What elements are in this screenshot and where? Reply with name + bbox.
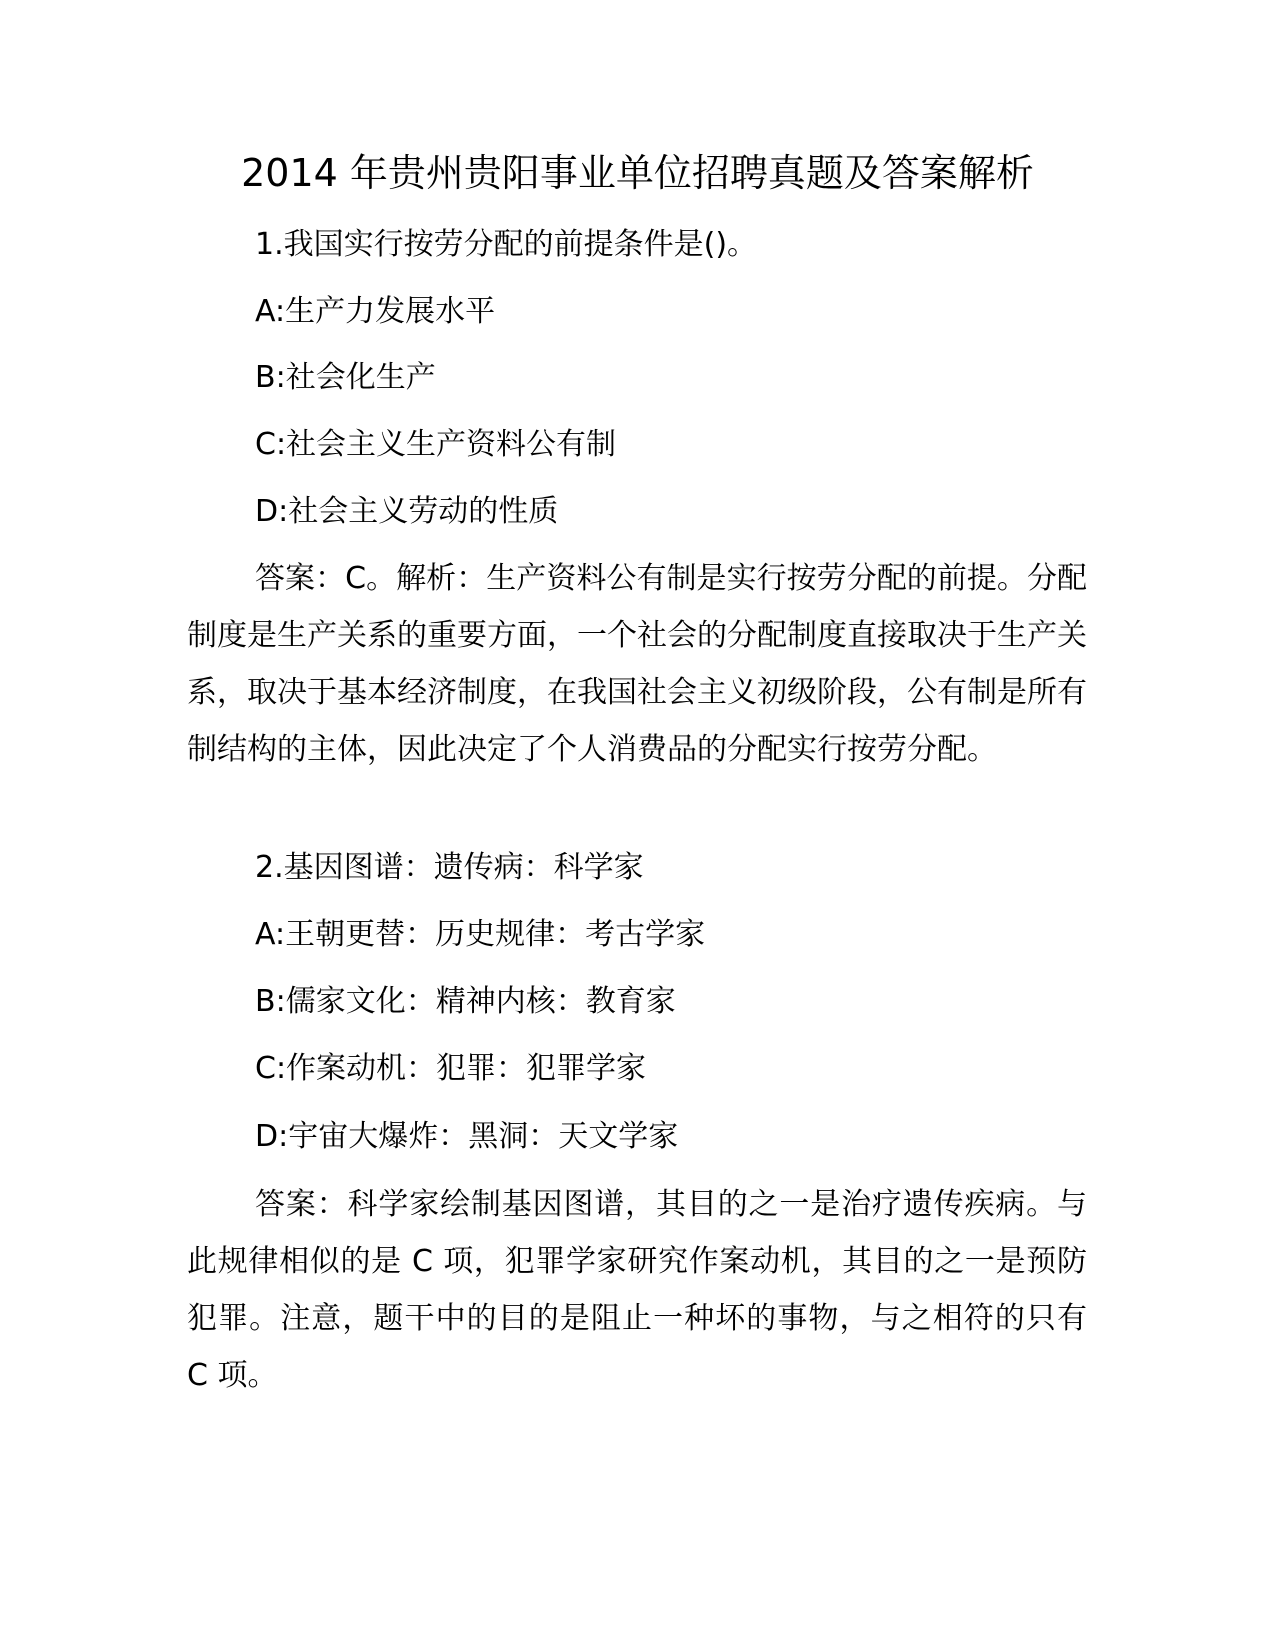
question-2-option-a: A:王朝更替：历史规律：考古学家 bbox=[255, 917, 706, 952]
question-1-option-d: D:社会主义劳动的性质 bbox=[255, 494, 559, 529]
question-1-option-c: C:社会主义生产资料公有制 bbox=[255, 427, 617, 462]
question-2-option-c: C:作案动机：犯罪：犯罪学家 bbox=[255, 1051, 647, 1086]
question-1-option-b: B:社会化生产 bbox=[255, 360, 436, 395]
question-2-option-d: D:宇宙大爆炸：黑洞：天文学家 bbox=[255, 1119, 679, 1154]
question-1-answer: 答案：C。解析：生产资料公有制是实行按劳分配的前提。分配制度是生产关系的重要方面，一个社会的分配制度直接取决于生产关系，取决于基本经济制度，在我国社会主义初级阶段，公有制是所有制结构的主体，因此决定了个人消费品的分配实行按劳分配。 bbox=[187, 561, 1087, 767]
question-2-option-b: B:儒家文化：精神内核：教育家 bbox=[255, 984, 676, 1019]
question-1-text: 1.我国实行按劳分配的前提条件是()。 bbox=[255, 227, 758, 262]
question-2-text: 2.基因图谱：遗传病：科学家 bbox=[255, 850, 644, 885]
document-title: 2014 年贵州贵阳事业单位招聘真题及答案解析 bbox=[241, 151, 1034, 195]
question-1-option-a: A:生产力发展水平 bbox=[255, 294, 496, 329]
question-2-answer: 答案：科学家绘制基因图谱，其目的之一是治疗遗传疾病。与此规律相似的是 C 项，犯罪学家研究作案动机，其目的之一是预防犯罪。注意，题干中的目的是阻止一种坏的事物，与之相符的只有 C 项。 bbox=[187, 1187, 1087, 1393]
